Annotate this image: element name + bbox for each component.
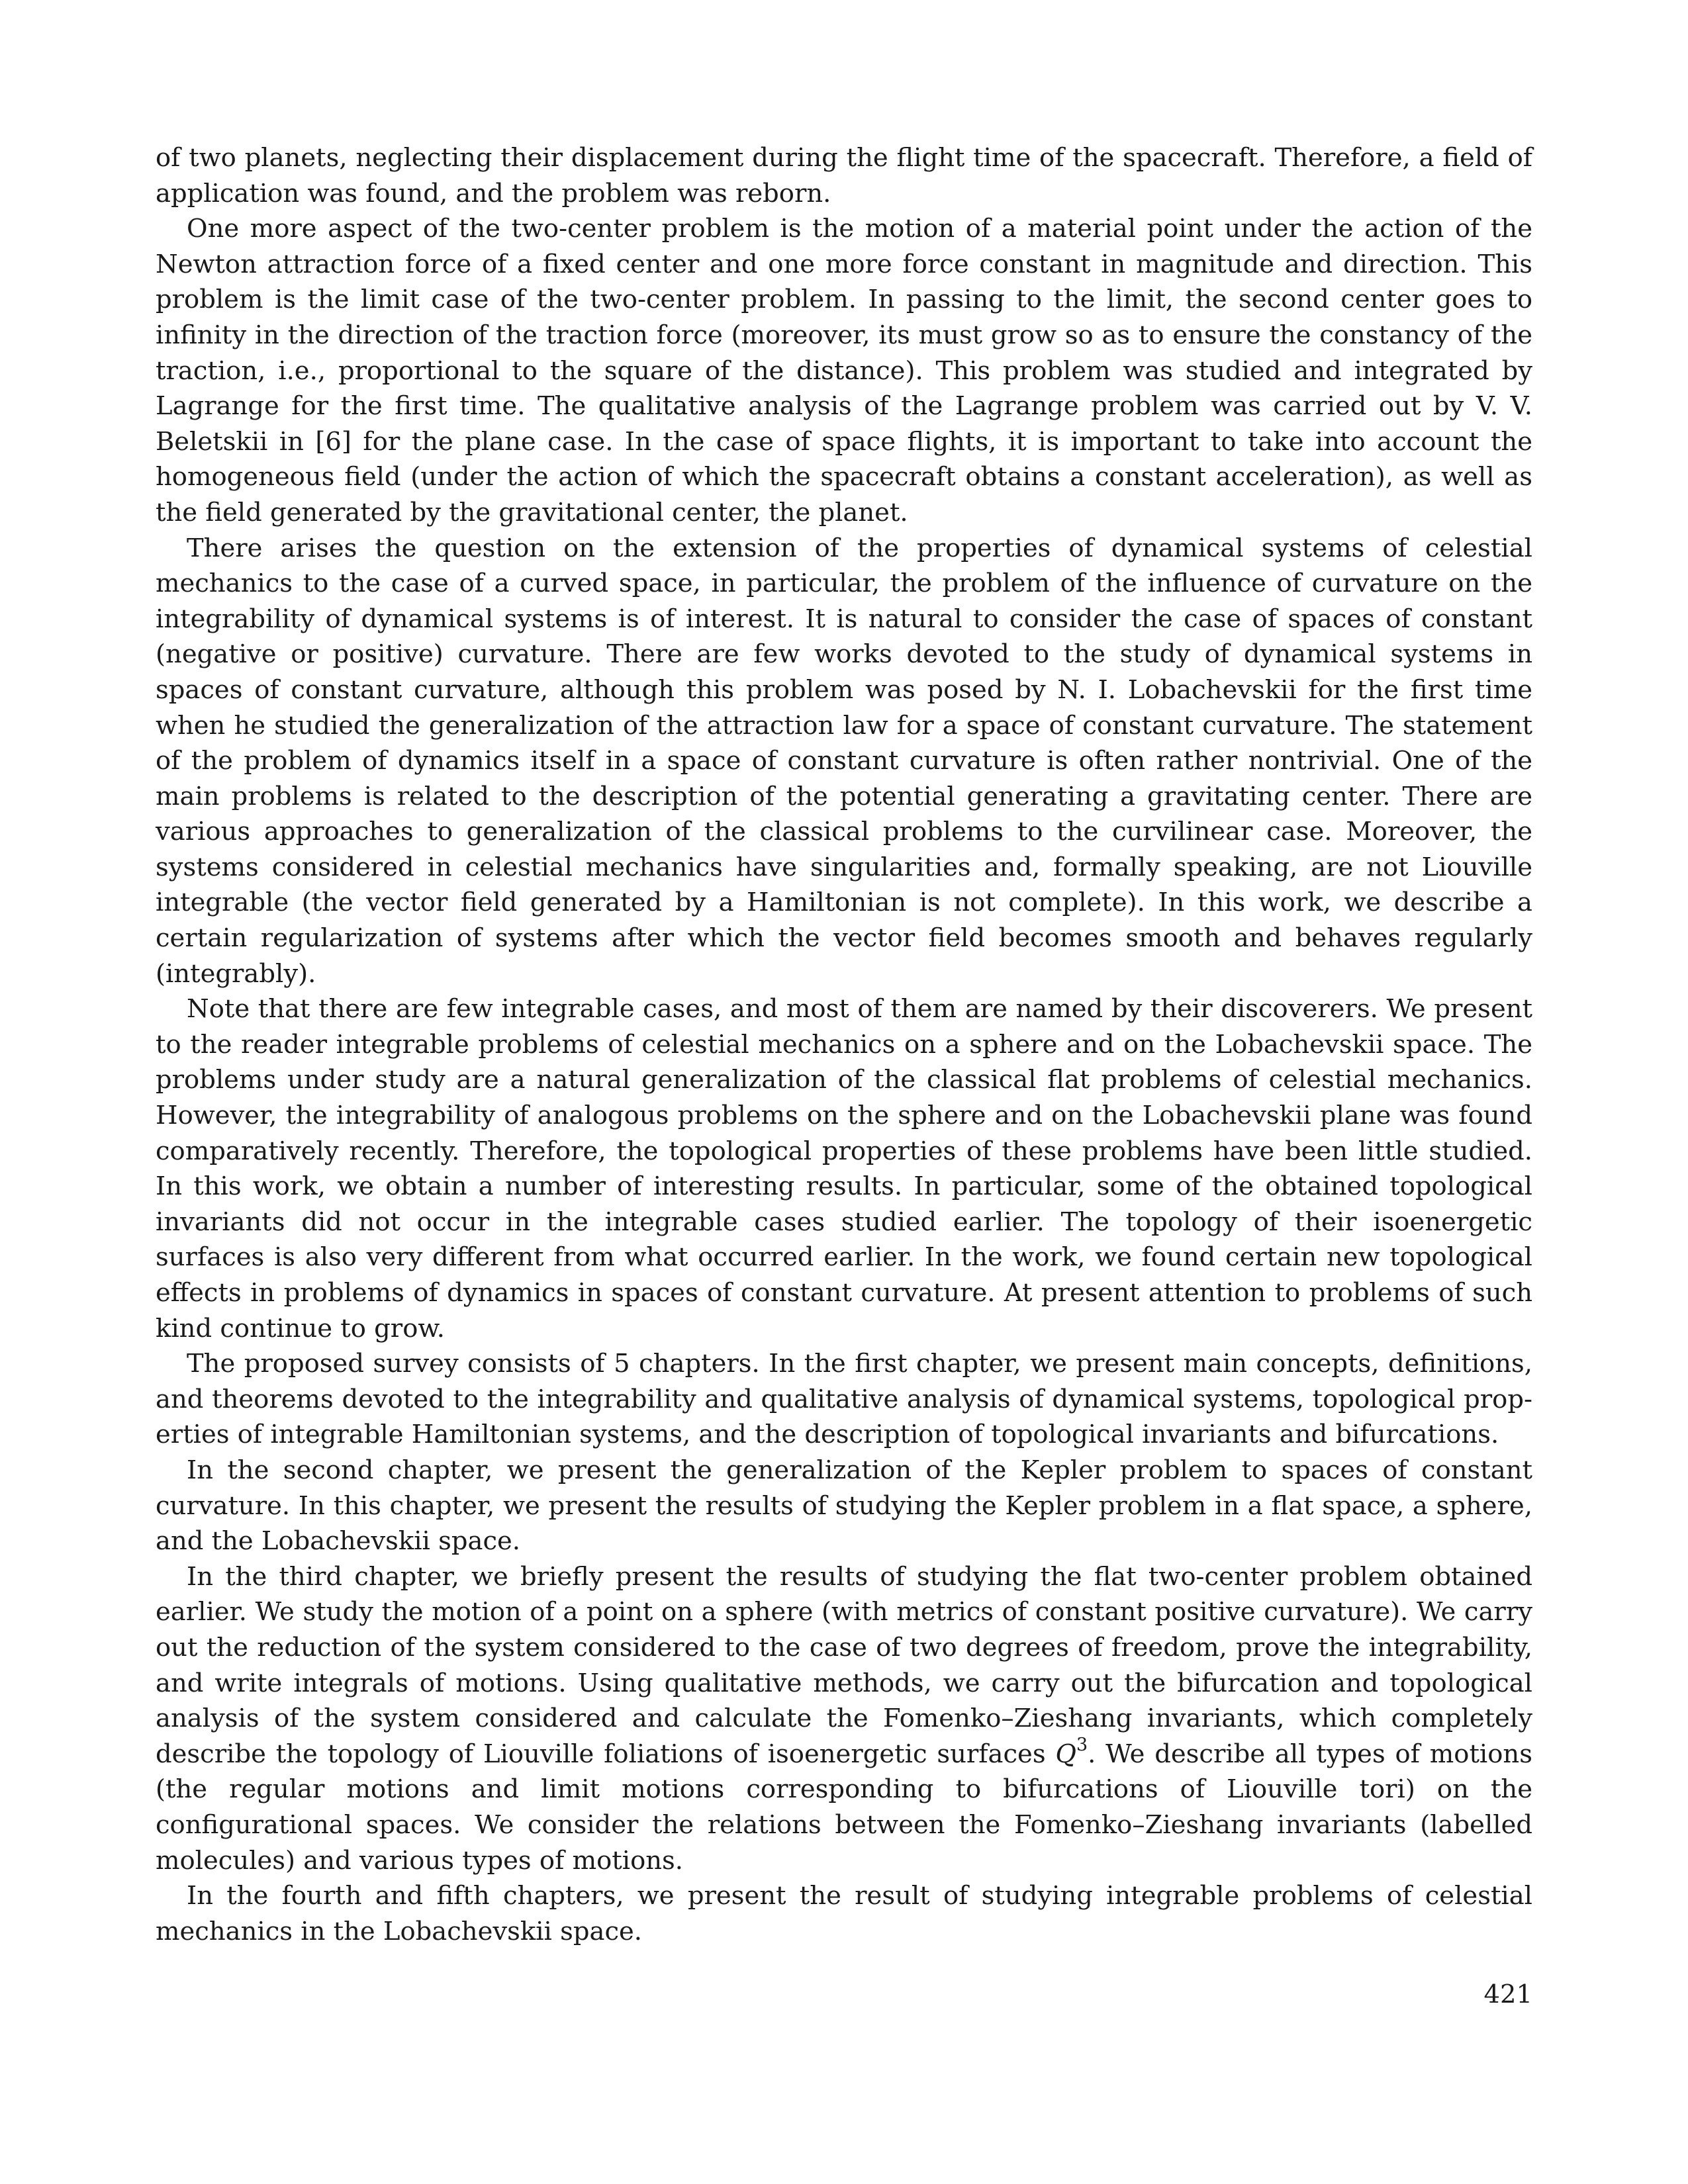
paragraph-third-chapter — [156, 1559, 1532, 1878]
paragraph-fourth-fifth-chapters: In the fourth and fifth chapters, we present the result of studying integrable problems of celestial mechanics in the Lobachevskii space. — [156, 1881, 1532, 1946]
page-number: 421 — [1483, 1979, 1532, 2009]
paragraph-integrable-cases: Note that there are few integrable cases, and most of them are named by their discoverers. We present to the reader integrable problems of celestial mechanics on a sphere and on the Lobachevskii space. The problems under study are a natural generalization of the classical flat problems of celestial mechanics. However, the integrability of analogous problems on the sphere and on the Lobachevskii plane was found comparatively recently. Therefore, the topological properties of these problems have been little studied. In this work, we obtain a number of interesting results. In particular, some of the obtained topological invariants did not occur in the integrable cases studied earlier. The topology of their isoenergetic surfaces is also very different from what occurred earlier. In the work, we found certain new topological effects in problems of dynamics in spaces of constant curvature. At present attention to problems of such kind continue to grow. — [156, 994, 1532, 1343]
third-chapter-text-before: In the third chapter, we briefly present the results of studying the flat two-center problem obtained earlier. We study the motion of a point on a sphere (with metrics of constant positive curvature). We carry out the reduction of the system considered to the case of two degrees of freedom, prove the integrability, and write integrals of motions. Using qualitative methods, we carry out the bifurcation and topological analysis of the system considered and calculate the Fomenko–Zieshang invariants, which completely describe the topology of Liouville foliations of isoenergetic surfaces — [156, 1561, 1532, 1769]
paragraph-second-chapter: In the second chapter, we present the generalization of the Kepler problem to spaces of constant curvature. In this chapter, we present the results of studying the Kepler problem in a flat space, a sphere, and the Lobachevskii space. — [156, 1455, 1532, 1557]
page-body — [156, 140, 1532, 1949]
paragraph-continuation: of two planets, neglecting their displacement during the flight time of the spacecraft. Therefore, a field of application was found, and the problem was reborn. — [156, 143, 1532, 208]
paragraph-curved-space: There arises the question on the extension of the properties of dynamical systems of celestial mechanics to the case of a curved space, in particular, the problem of the influence of curvature on the integrability of dynamical systems is of interest. It is natural to consider the case of spaces of constant (negative or positive) curvature. There are few works devoted to the study of dynamical systems in spaces of constant curvature, although this problem was posed by N. I. Lobachevskii for the first time when he studied the generalization of the attraction law for a space of constant curvature. The statement of the problem of dynamics itself in a space of constant curvature is often rather nontrivial. One of the main problems is related to the description of the potential generating a gravitating center. There are various approaches to generalization of the classical problems to the curvilinear case. Moreover, the systems considered in celestial mechanics have singularities and, formally speaking, are not Liouville integrable (the vector field generated by a Hamiltonian is not complete). In this work, we describe a certain regularization of systems after which the vector field becomes smooth and behaves regularly (integrably). — [156, 533, 1532, 989]
paragraph-survey-outline: The proposed survey consists of 5 chapters. In the first chapter, we present main concepts, definitions, and theorems devoted to the integrability and qualitative analysis of dynamical systems, topological properties of integrable Hamiltonian systems, and the description of topological invariants and bifurcations. — [156, 1349, 1532, 1450]
math-exponent: 3 — [1076, 1734, 1088, 1755]
third-chapter-text-after: . We describe all types of motions (the regular motions and limit motions corresponding to bifurcations of Liouville tori) on the configurational spaces. We consider the relations between the Fomenko–Zieshang invariants (labelled molecules) and various types of motions. — [156, 1739, 1532, 1876]
math-symbol: Q — [1055, 1739, 1076, 1769]
math-q3 — [1055, 1734, 1088, 1769]
paragraph-lagrange-problem: One more aspect of the two-center problem is the motion of a material point under the action of the Newton attraction force of a fixed center and one more force constant in magnitude and direction. This problem is the limit case of the two-center problem. In passing to the limit, the second center goes to infinity in the direction of the traction force (moreover, its must grow so as to ensure the constancy of the traction, i.e., proportional to the square of the distance). This problem was studied and integrated by Lagrange for the first time. The qualitative analysis of the Lagrange problem was carried out by V. V. Beletskii in [6] for the plane case. In the case of space flights, it is important to take into account the homogeneous field (under the action of which the spacecraft obtains a constant acceleration), as well as the field generated by the gravitational center, the planet. — [156, 214, 1532, 527]
